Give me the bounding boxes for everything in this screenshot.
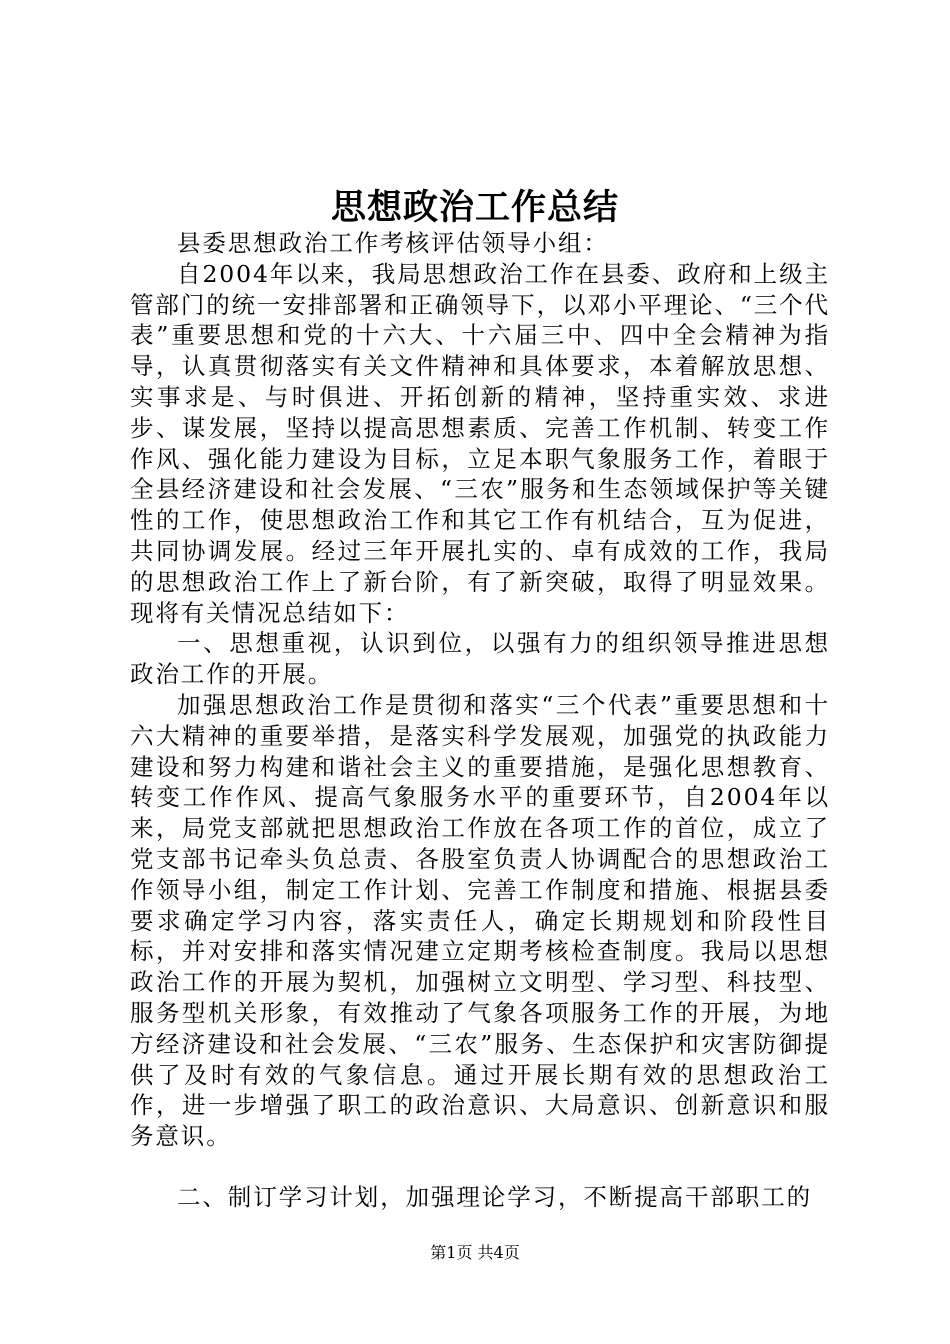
- salutation: 县委思想政治工作考核评估领导小组：: [177, 229, 609, 257]
- section-two-heading: 二、制订学习计划，加强理论学习，不断提高干部职工的: [177, 1182, 812, 1211]
- document-title: 思想政治工作总结: [330, 187, 619, 228]
- intro-paragraph: 自2004年以来，我局思想政治工作在县委、政府和上级主管部门的统一安排部署和正确领导下，以邓小平理论、“三个代表”重要思想和党的十六大、十六届三中、四中全会精神为指导，认真贯彻落实有关文件精神和具体要求，本着解放思想、实事求是、与时俱进、开拓创新的精神，坚持重实效、求进步、谋发展，坚持以提高思想素质、完善工作机制、转变工作作风、强化能力建设为目标，立足本职气象服务工作，着眼于全县经济建设和社会发展、“三农”服务和生态领域保护等关键性的工作，使思想政治工作和其它工作有机结合，互为促进，共同协调发展。经过三年开展扎实的、卓有成效的工作，我局的思想政治工作上了新台阶，有了新突破，取得了明显效果。现将有关情况总结如下：: [130, 259, 830, 627]
- document-body: [130, 228, 830, 1213]
- page-footer: 第1页 共4页: [430, 1243, 520, 1262]
- section-one-body: 加强思想政治工作是贯彻和落实“三个代表”重要思想和十六大精神的重要举措，是落实科学发展观，加强党的执政能力建设和努力构建和谐社会主义的重要措施，是强化思想教育、转变工作作风、提高气象服务水平的重要环节，自2004年以来，局党支部就把思想政治工作放在各项工作的首位，成立了党支部书记牵头负总责、各股室负责人协调配合的思想政治工作领导小组，制定工作计划、完善工作制度和措施、根据县委要求确定学习内容，落实责任人，确定长期规划和阶段性目标，并对安排和落实情况建立定期考核检查制度。我局以思想政治工作的开展为契机，加强树立文明型、学习型、科技型、服务型机关形象，有效推动了气象各项服务工作的开展，为地方经济建设和社会发展、“三农”服务、生态保护和灾害防御提供了及时有效的气象信息。通过开展长期有效的思想政治工作，进一步增强了职工的政治意识、大局意识、创新意识和服务意识。: [130, 690, 830, 1151]
- section-one-heading: 一、思想重视，认识到位，以强有力的组织领导推进思想政治工作的开展。: [130, 629, 830, 689]
